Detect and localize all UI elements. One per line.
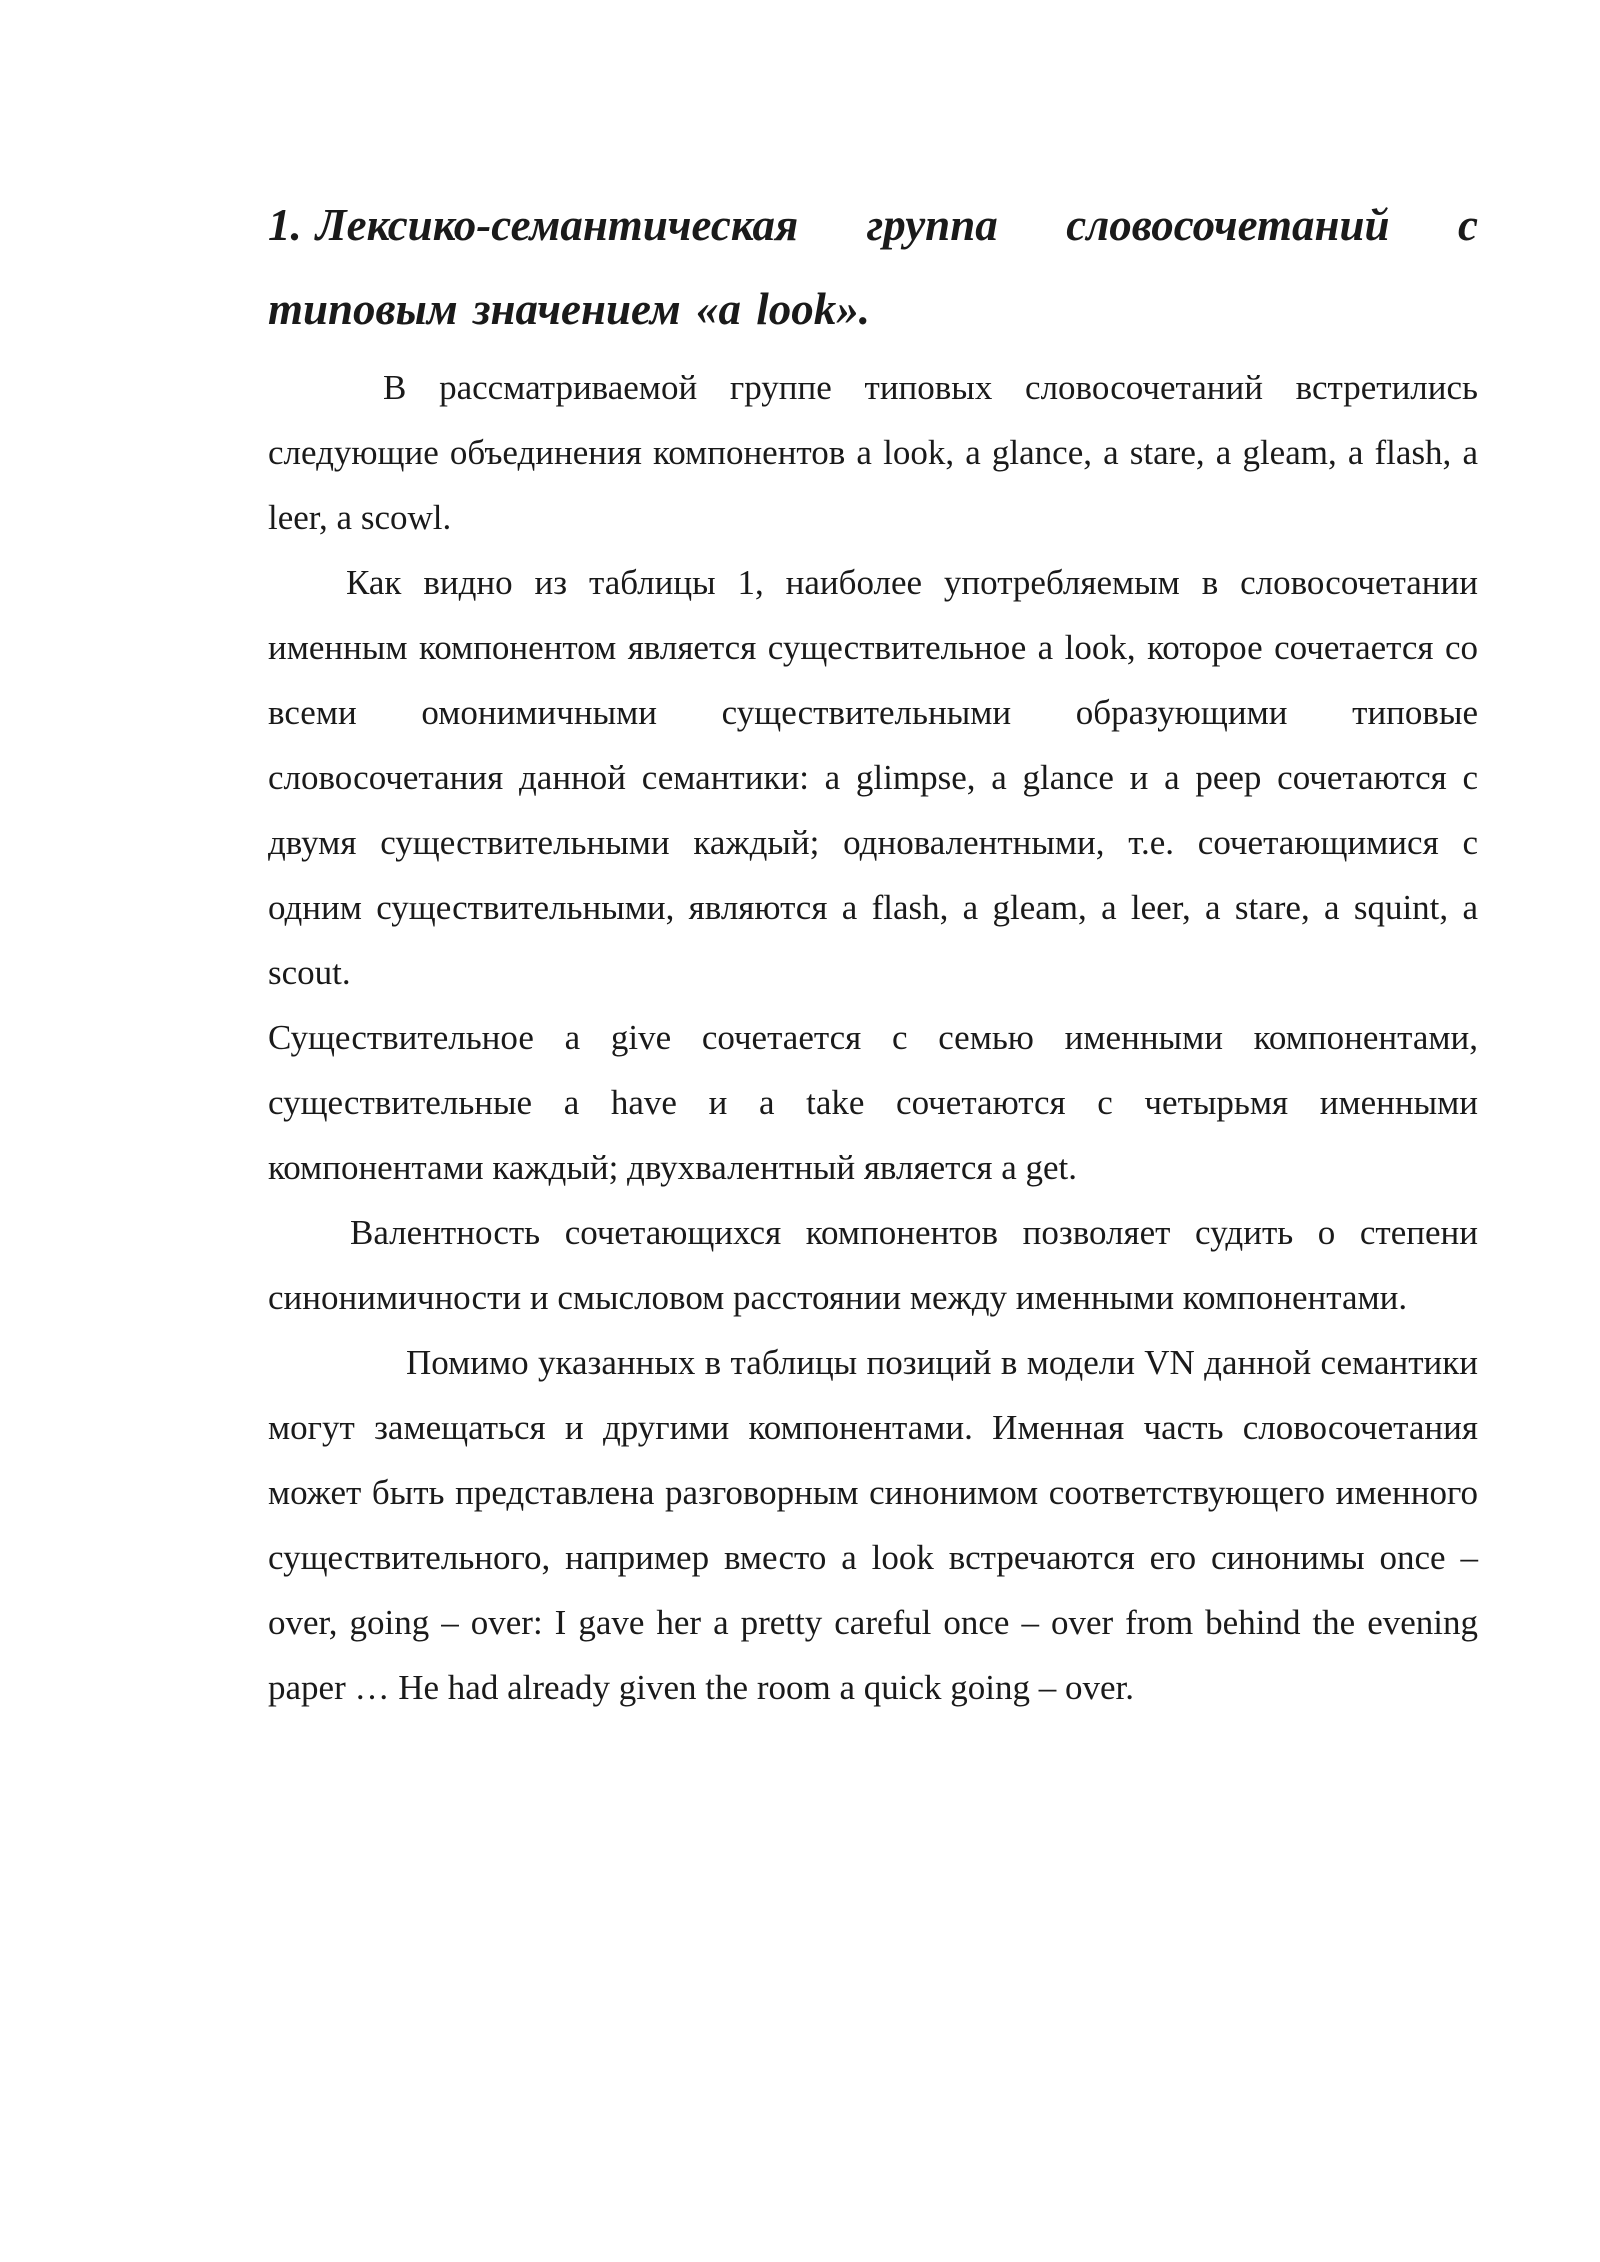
paragraph-4: Валентность сочетающихся компонентов позволяет судить о степени синонимичности и смысловом расстоянии между именными компонентами. bbox=[268, 1213, 1478, 1317]
paragraph-3: Существительное a give сочетается с семью именными компонентами, существительные a have и a take сочетаются с четырьмя именными компонентами каждый; двухвалентный является a get. bbox=[268, 1018, 1478, 1187]
document-page bbox=[268, 183, 1478, 1720]
paragraph-5: Помимо указанных в таблицы позиций в модели VN данной семантики могут замещаться и другими компонентами. Именная часть словосочетания может быть представлена разговорным синонимом соответствующего именного существительного, например вместо a look встречаются его синонимы once – over, going – over: I gave her a pretty careful once – over from behind the evening paper … He had already given the room a quick going – over. bbox=[268, 1343, 1478, 1707]
paragraph-2: Как видно из таблицы 1, наиболее употребляемым в словосочетании именным компонентом является существительное a look, которое сочетается со всеми омонимичными существительными образующими типовые словосочетания данной семантики: a glimpse, a glance и a peep сочетаются с двумя существительными каждый; одновалентными, т.е. сочетающимися с одним существительными, являются a flash, a gleam, a leer, a stare, a squint, a scout. bbox=[268, 563, 1478, 992]
section-number: 1. bbox=[268, 200, 302, 250]
section-heading bbox=[268, 183, 1478, 351]
section-title: Лексико-семантическая группа словосочетаний с типовым значением «a look». bbox=[268, 200, 1478, 334]
paragraph-1: В рассматриваемой группе типовых словосочетаний встретились следующие объединения компонентов a look, a glance, a stare, a gleam, a flash, a leer, a scowl. bbox=[268, 368, 1478, 537]
